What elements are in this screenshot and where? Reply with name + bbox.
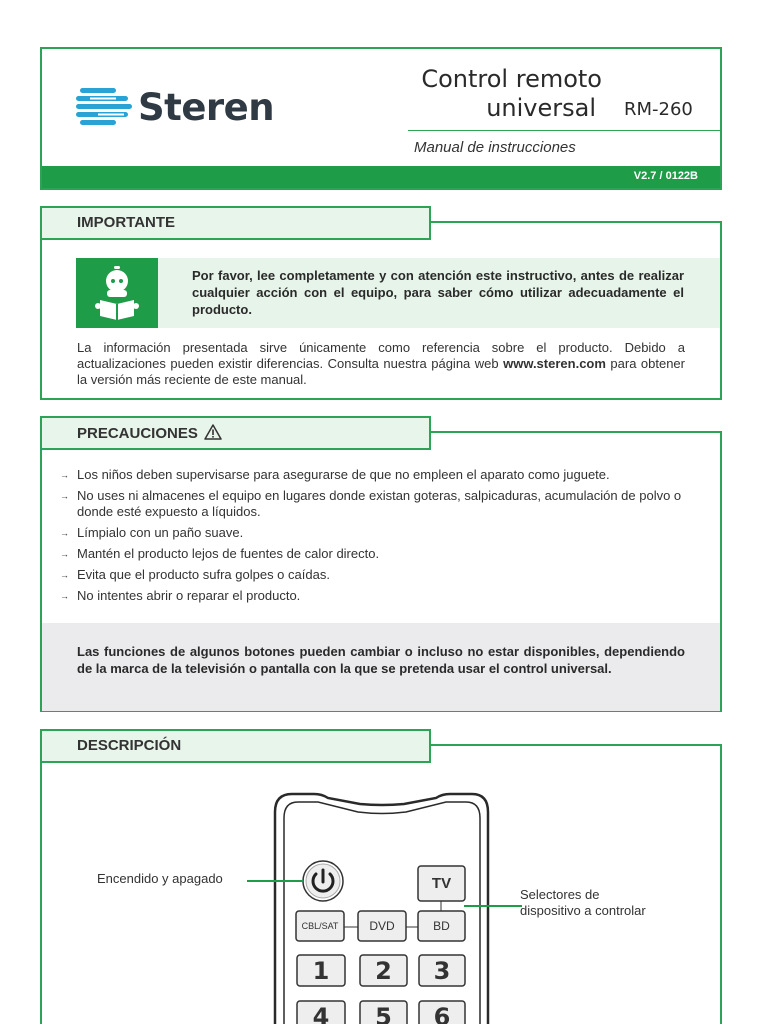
selectors-label-line2: dispositivo a controlar (520, 903, 646, 918)
section-tab (40, 206, 431, 240)
section-descripcion (40, 737, 722, 1024)
precautions-note (42, 623, 720, 711)
title-line-1: Control remoto (421, 65, 602, 93)
reading-person-icon (76, 258, 158, 328)
info-paragraph: La información presentada sirve únicamente como referencia sobre el producto. Debido a actualizaciones pueden existir diferencias. Consulta nuestra página web www.steren.com para obtener la versión más reciente de este manual. (77, 340, 685, 387)
section-title: IMPORTANTE (77, 214, 176, 231)
version-bar (42, 166, 720, 188)
list-item: → Mantén el producto lejos de fuentes de calor directo. (77, 546, 697, 562)
section-precauciones (40, 425, 722, 712)
document-header (40, 47, 722, 190)
website-link[interactable]: www.steren.com (503, 356, 606, 371)
title-line-2: universal (486, 94, 596, 122)
list-item: → No uses ni almacenes el equipo en lugares donde existan goteras, salpicaduras, acumulación de polvo o donde esté expuesto a líquidos. (77, 488, 697, 520)
steren-logo (76, 82, 286, 136)
manual-subtitle: Manual de instrucciones (414, 139, 576, 156)
bd-button: BD (433, 919, 450, 933)
list-item: → Evita que el producto sufra golpes o caídas. (77, 567, 697, 583)
list-item: → Límpialo con un paño suave. (77, 525, 697, 541)
section-title: PRECAUCIONES (77, 424, 222, 442)
cbl-sat-button: CBL/SAT (301, 921, 339, 931)
brand-name: Steren (138, 86, 275, 129)
notice-text: Por favor, lee completamente y con atención este instructivo, antes de realizar cualquier acción con el equipo, para saber cómo utilizar adecuadamente el producto. (192, 268, 684, 317)
section-tab (40, 416, 431, 450)
power-label: Encendido y apagado (97, 871, 223, 886)
list-item: → No intentes abrir o reparar el producto. (77, 588, 697, 604)
selectors-label-line1: Selectores de (520, 887, 600, 902)
section-title: DESCRIPCIÓN (77, 737, 182, 754)
tv-button: TV (431, 875, 452, 892)
number-3-button: 3 (433, 957, 451, 985)
important-notice (76, 258, 720, 328)
note-text: Las funciones de algunos botones pueden cambiar o incluso no estar disponibles, dependiendo de la marca de la televisión o pantalla con la que se pretenda usar el control universal. (77, 644, 685, 676)
number-1-button: 1 (312, 957, 330, 985)
model-number: RM-260 (624, 99, 693, 120)
number-2-button: 2 (375, 957, 392, 985)
number-5-button: 5 (375, 1003, 392, 1024)
precautions-list (77, 467, 697, 609)
dvd-button: DVD (369, 919, 395, 933)
number-4-button: 4 (312, 1003, 330, 1024)
section-importante (40, 214, 722, 400)
list-item: → Los niños deben supervisarse para asegurarse de que no empleen el aparato como juguete. (77, 467, 697, 483)
version-label: V2.7 / 0122B (633, 170, 698, 182)
header-divider (408, 130, 722, 131)
warning-icon (204, 424, 222, 440)
number-6-button: 6 (433, 1003, 451, 1024)
